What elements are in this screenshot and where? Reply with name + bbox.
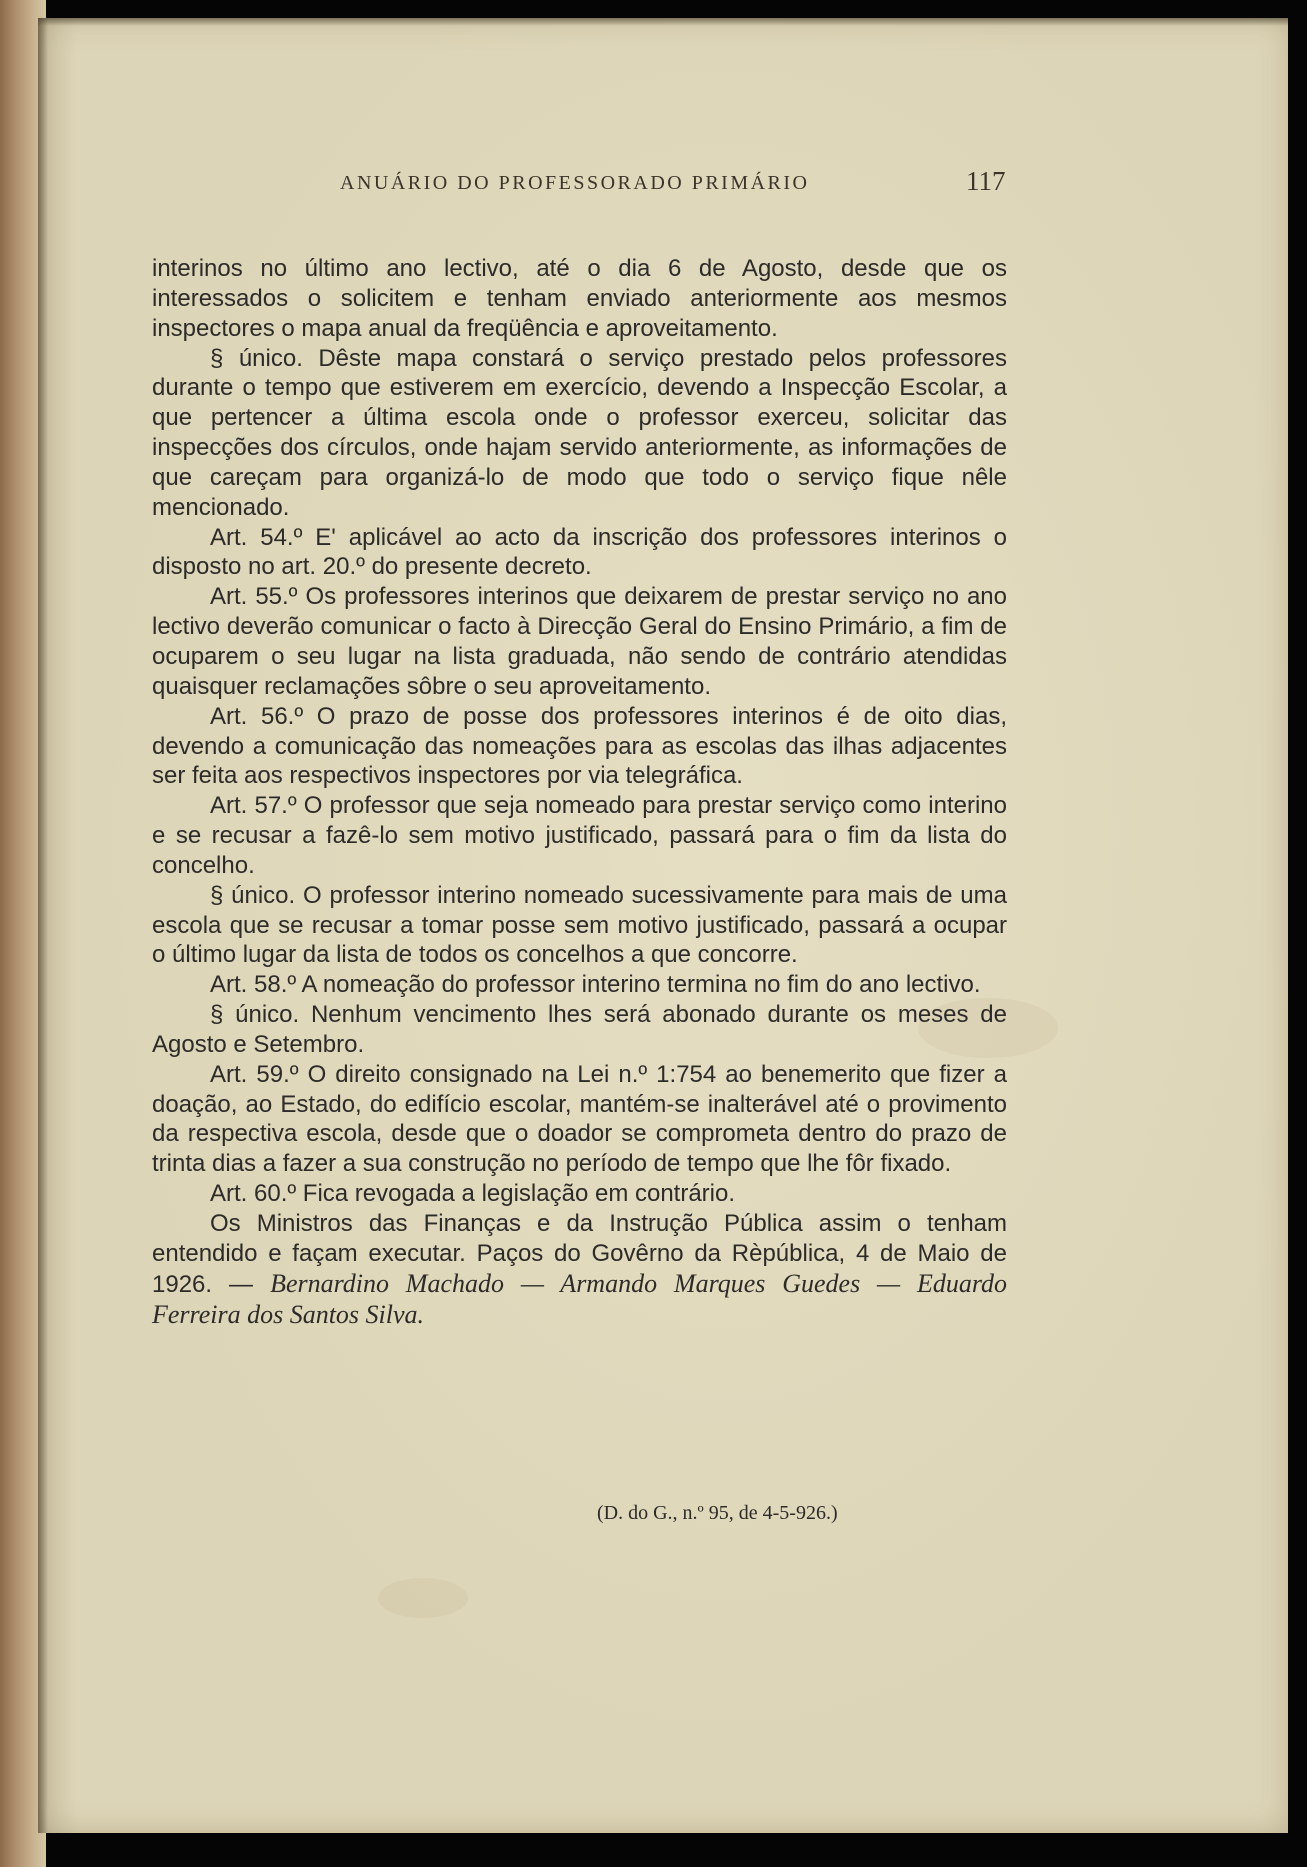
page-top-edge: [38, 18, 1288, 26]
article-60: Art. 60.º Fica revogada a legislação em contrário.: [210, 1180, 736, 1208]
closing-paragraph: [152, 1209, 1007, 1330]
source-citation: (D. do G., n.º 95, de 4-5-926.): [597, 1502, 838, 1524]
article-56: Art. 56.º O prazo de posse dos professores interinos é de oito dias, devendo a comunicação das nomeações para as escolas das ilhas adjacentes ser feita aos respectivos inspectores por via telegráfica.: [152, 702, 1007, 790]
paragraph: § único. Dêste mapa constará o serviço prestado pelos professores durante o tempo que estiverem em exercício, devendo a Inspecção Escolar, a que pertencer a última escola onde o professor exerceu, solicitar das inspecções dos círculos, onde hajam servido anteriormente, as informações de que careçam para organizá-lo de modo que todo o serviço fique nêle mencionado.: [152, 344, 1007, 521]
article-57: Art. 57.º O professor que seja nomeado para prestar serviço como interino e se recusar a fazê-lo sem motivo justificado, passará para o fim da lista do concelho.: [152, 792, 1007, 879]
paragraph: § único. Nenhum vencimento lhes será abonado durante os meses de Agosto e Setembro.: [152, 1001, 1007, 1058]
paragraph: § único. O professor interino nomeado sucessivamente para mais de uma escola que se recusar a tomar posse sem motivo justificado, passará a ocupar o último lugar da lista de todos os concelhos a que concorre.: [152, 881, 1007, 969]
gutter-shadow: [38, 18, 48, 1833]
article-54: Art. 54.º E' aplicável ao acto da inscrição dos professores interinos o disposto no art. 20.º do presente decreto.: [152, 523, 1007, 581]
paragraph: interinos no último ano lectivo, até o dia 6 de Agosto, desde que os interessados o solicitem e tenham enviado anteriormente aos mesmos inspectores o mapa anual da freqüência e aproveitamento.: [152, 255, 1007, 342]
body-text: [152, 254, 1007, 1330]
closing-text: Os Ministros das Finanças e da Instrução Pública assim o tenham entendido e façam executar. Paços do Govêrno da Rèpública, 4 de Maio de 1926. —: [152, 1210, 1007, 1298]
signatories: Bernardino Machado — Armando Marques Guedes — Eduardo Ferreira dos Santos Silva.: [152, 1268, 1007, 1329]
running-title: ANUÁRIO DO PROFESSORADO PRIMÁRIO: [340, 172, 810, 194]
page-number: 117: [966, 166, 1006, 196]
page-header: [0, 166, 1307, 202]
paper-stain: [378, 1578, 468, 1618]
article-58: Art. 58.º A nomeação do professor interino termina no fim do ano lectivo.: [210, 971, 981, 999]
article-59: Art. 59.º O direito consignado na Lei n.º 1:754 ao benemerito que fizer a doação, ao Estado, do edifício escolar, mantém-se inalterável até o provimento da respectiva escola, desde que o doador se comprometa dentro do prazo de trinta dias a fazer a sua construção no período de tempo que lhe fôr fixado.: [152, 1060, 1007, 1178]
article-55: Art. 55.º Os professores interinos que deixarem de prestar serviço no ano lectivo deverão comunicar o facto à Direcção Geral do Ensino Primário, a fim de ocuparem o seu lugar na lista graduada, não sendo de contrário atendidas quaisquer reclamações sôbre o seu aproveitamento.: [152, 583, 1007, 700]
